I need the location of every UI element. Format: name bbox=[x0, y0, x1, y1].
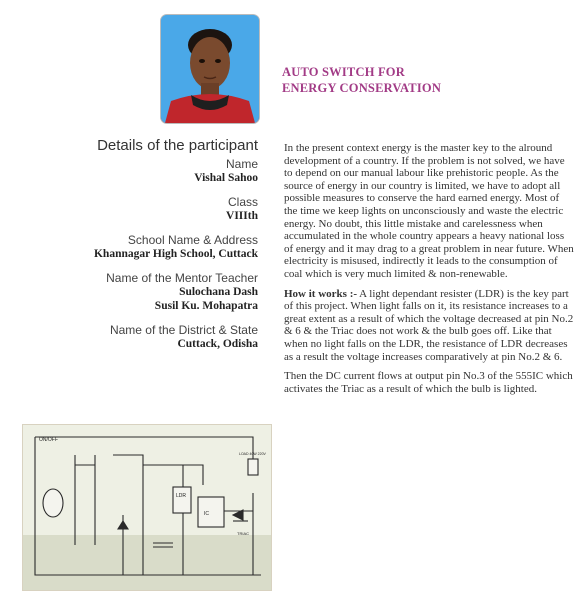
mentor-label: Name of the Mentor Teacher bbox=[106, 271, 258, 285]
class-value: VIIIth bbox=[226, 210, 258, 222]
how-it-works-label: How it works :- bbox=[284, 287, 358, 300]
intro-paragraph: In the present context energy is the master key to the alround development of a country. If the problem is not solved, we have to depend on our manual labour like prehistoric people. As the source of energy in our country is limited, we have to adopt all possible measures to conserve the hard earned energy. Most of the time we keep lights on unconsciously and waste the electric energy. No doubt, this little mistake and carelessness when accumulated in the whole country appears a heavy national loss of energy and it may drag to a great problem in near future. When electricity is misused, indirectly it leads to the consumption of coal which is very much limited & non-renewable. bbox=[284, 142, 574, 280]
ic-label: IC bbox=[204, 511, 209, 517]
circuit-diagram bbox=[22, 424, 272, 591]
portrait-illustration bbox=[161, 15, 259, 123]
mentor-value-1: Sulochana Dash bbox=[179, 286, 258, 298]
name-value: Vishal Sahoo bbox=[194, 172, 258, 184]
school-field bbox=[40, 233, 258, 261]
output-paragraph: Then the DC current flows at output pin No.3 of the 555IC which activates the Triac as a result of which the bulb is lighted. bbox=[284, 370, 573, 395]
details-heading: Details of the participant bbox=[97, 137, 258, 154]
name-label: Name bbox=[225, 157, 258, 171]
article-body bbox=[284, 142, 574, 402]
triac-label: TRIAC bbox=[237, 531, 249, 536]
participant-details bbox=[40, 137, 258, 361]
how-it-works-paragraph bbox=[284, 288, 574, 364]
mentor-field bbox=[40, 271, 258, 313]
name-field bbox=[40, 157, 258, 185]
district-label: Name of the District & State bbox=[109, 323, 258, 337]
circuit-drawing bbox=[23, 425, 271, 590]
class-label: Class bbox=[227, 195, 258, 209]
bulb-label: LOAD 40W 220V bbox=[239, 452, 266, 456]
project-title bbox=[282, 64, 522, 96]
participant-photo bbox=[160, 14, 260, 124]
switch-label: ON/OFF bbox=[39, 437, 58, 443]
mentor-value-2: Susil Ku. Mohapatra bbox=[154, 300, 258, 312]
title-line-2: ENERGY CONSERVATION bbox=[282, 81, 442, 95]
school-label: School Name & Address bbox=[127, 233, 258, 247]
district-field bbox=[40, 323, 258, 351]
school-value: Khannagar High School, Cuttack bbox=[93, 248, 258, 260]
how-it-works-text: A light dependant resister (LDR) is the key part of this project. When light falls on it, its resistance increases to a great extent as a result of which the voltage decreased at pin No.2 & 6 & the Triac does not work & the bulb goes off. Like that when no light falls on the LDR, the resistance of LDR decreases as a result the voltage increases comparatively at pin No.2 & 6. bbox=[284, 287, 574, 363]
title-line-1: AUTO SWITCH FOR bbox=[282, 65, 405, 79]
district-value: Cuttack, Odisha bbox=[177, 338, 258, 350]
ldr-label: LDR bbox=[176, 493, 187, 499]
class-field bbox=[40, 195, 258, 223]
